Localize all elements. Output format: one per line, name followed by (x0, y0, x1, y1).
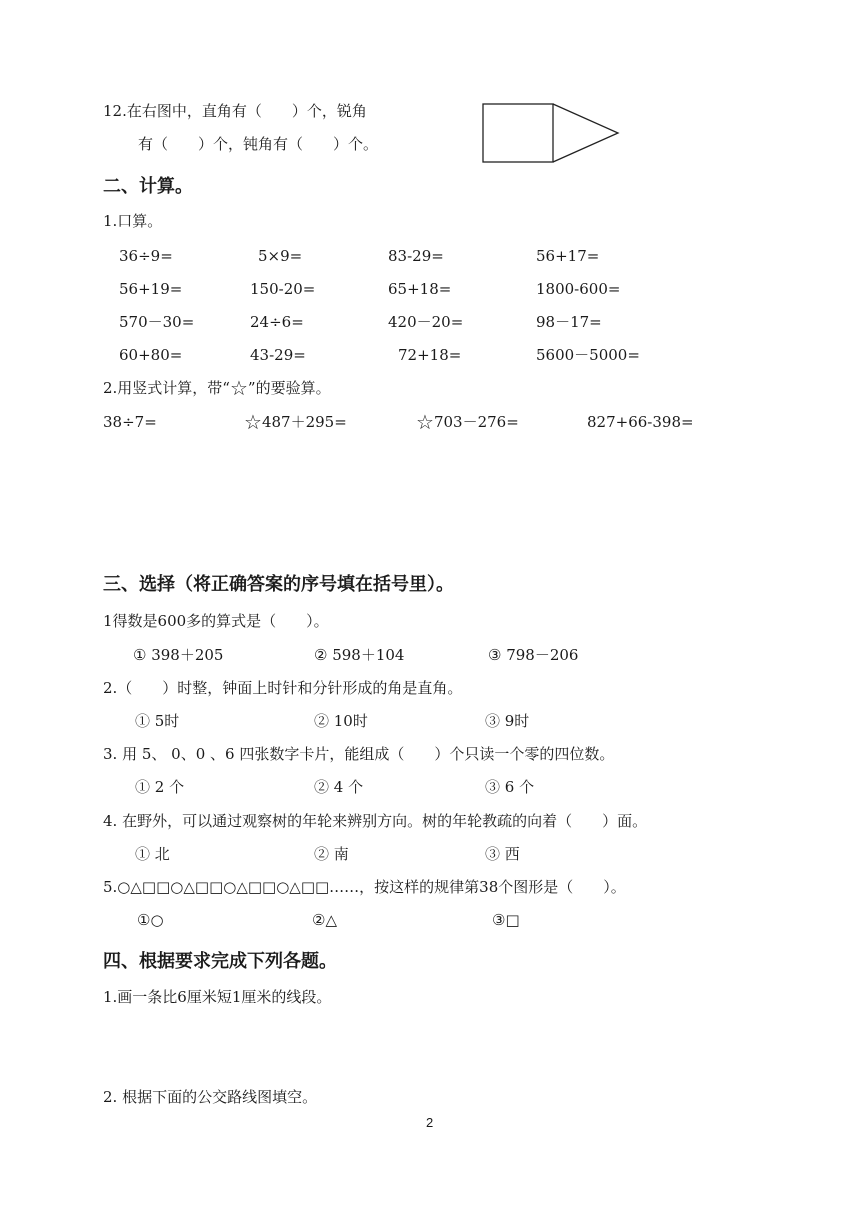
calc-item: 24÷6= (250, 313, 304, 331)
q12-line2: 有（ ）个，钝角有（ ）个。 (138, 135, 379, 153)
choice-option: ①○ (137, 911, 164, 929)
choice-option: ② 10时 (314, 712, 368, 730)
rectangle-triangle-figure (482, 103, 622, 165)
calc-item: 65+18= (388, 280, 452, 298)
choice-option: ② 598＋104 (314, 646, 405, 664)
choice-option: ③ 6 个 (485, 778, 535, 796)
page-number: 2 (426, 1115, 434, 1130)
calc-item: 36÷9= (119, 247, 173, 265)
bus-route-question: 2. 根据下面的公交路线图填空。 (103, 1088, 318, 1106)
draw-line-question: 1.画一条比6厘米短1厘米的线段。 (103, 988, 332, 1006)
choice-question: 2.（ ）时整，钟面上时针和分针形成的角是直角。 (103, 679, 463, 697)
vertical-calc-item-starred (244, 410, 347, 434)
section-2-title: 二、计算。 (103, 176, 193, 197)
choice-option: ③ 9时 (485, 712, 530, 730)
oral-calc-heading: 1.口算。 (103, 212, 163, 230)
section-4-title: 四、根据要求完成下列各题。 (103, 951, 337, 972)
star-icon: ☆ (229, 376, 248, 400)
choice-question: 5.○△□□○△□□○△□□○△□□……，按这样的规律第38个图形是（ ）。 (103, 878, 626, 896)
star-icon: ☆ (416, 410, 434, 434)
choice-option: ① 2 个 (135, 778, 185, 796)
vertical-calc-item-starred (416, 410, 519, 434)
calc-item: 72+18= (398, 346, 462, 364)
choice-option: ③□ (492, 911, 520, 929)
expression: 703－276= (433, 413, 519, 431)
choice-option: ② 南 (314, 845, 349, 863)
choice-option: ③ 西 (485, 845, 520, 863)
vertical-calc-item: 827+66-398= (587, 413, 694, 431)
calc-item: 60+80= (119, 346, 183, 364)
q12-line1: 12.在右图中，直角有（ ）个，锐角 (103, 102, 367, 120)
choice-option: ① 398＋205 (133, 646, 224, 664)
calc-item: 420－20= (388, 313, 464, 331)
calc-item: 56+19= (119, 280, 183, 298)
choice-option: ②△ (312, 911, 337, 929)
star-icon: ☆ (244, 410, 262, 434)
calc-item: 56+17= (536, 247, 600, 265)
choice-option: ① 北 (135, 845, 170, 863)
choice-option: ③ 798－206 (488, 646, 579, 664)
calc-item: 1800-600= (536, 280, 621, 298)
choice-question: 3. 用 5、 0、0 、6 四张数字卡片，能组成（ ）个只读一个零的四位数。 (103, 745, 615, 763)
vertical-calc-heading (103, 376, 331, 400)
choice-question: 4. 在野外，可以通过观察树的年轮来辨别方向。树的年轮教疏的向着（ ）面。 (103, 812, 648, 830)
heading-suffix: ”的要验算。 (247, 379, 331, 397)
calc-item: 5×9= (258, 247, 303, 265)
choice-option: ② 4 个 (314, 778, 364, 796)
choice-option: ① 5时 (135, 712, 180, 730)
calc-item: 150-20= (250, 280, 316, 298)
expression: 487＋295= (261, 413, 347, 431)
choice-question: 1得数是600多的算式是（ ）。 (103, 612, 329, 630)
calc-item: 98－17= (536, 313, 602, 331)
calc-item: 83-29= (388, 247, 444, 265)
calc-item: 43-29= (250, 346, 306, 364)
heading-prefix: 2.用竖式计算，带“ (103, 379, 230, 397)
vertical-calc-item: 38÷7= (103, 413, 157, 431)
calc-item: 570－30= (119, 313, 195, 331)
section-3-title: 三、选择（将正确答案的序号填在括号里）。 (103, 574, 454, 595)
calc-item: 5600－5000= (536, 346, 640, 364)
